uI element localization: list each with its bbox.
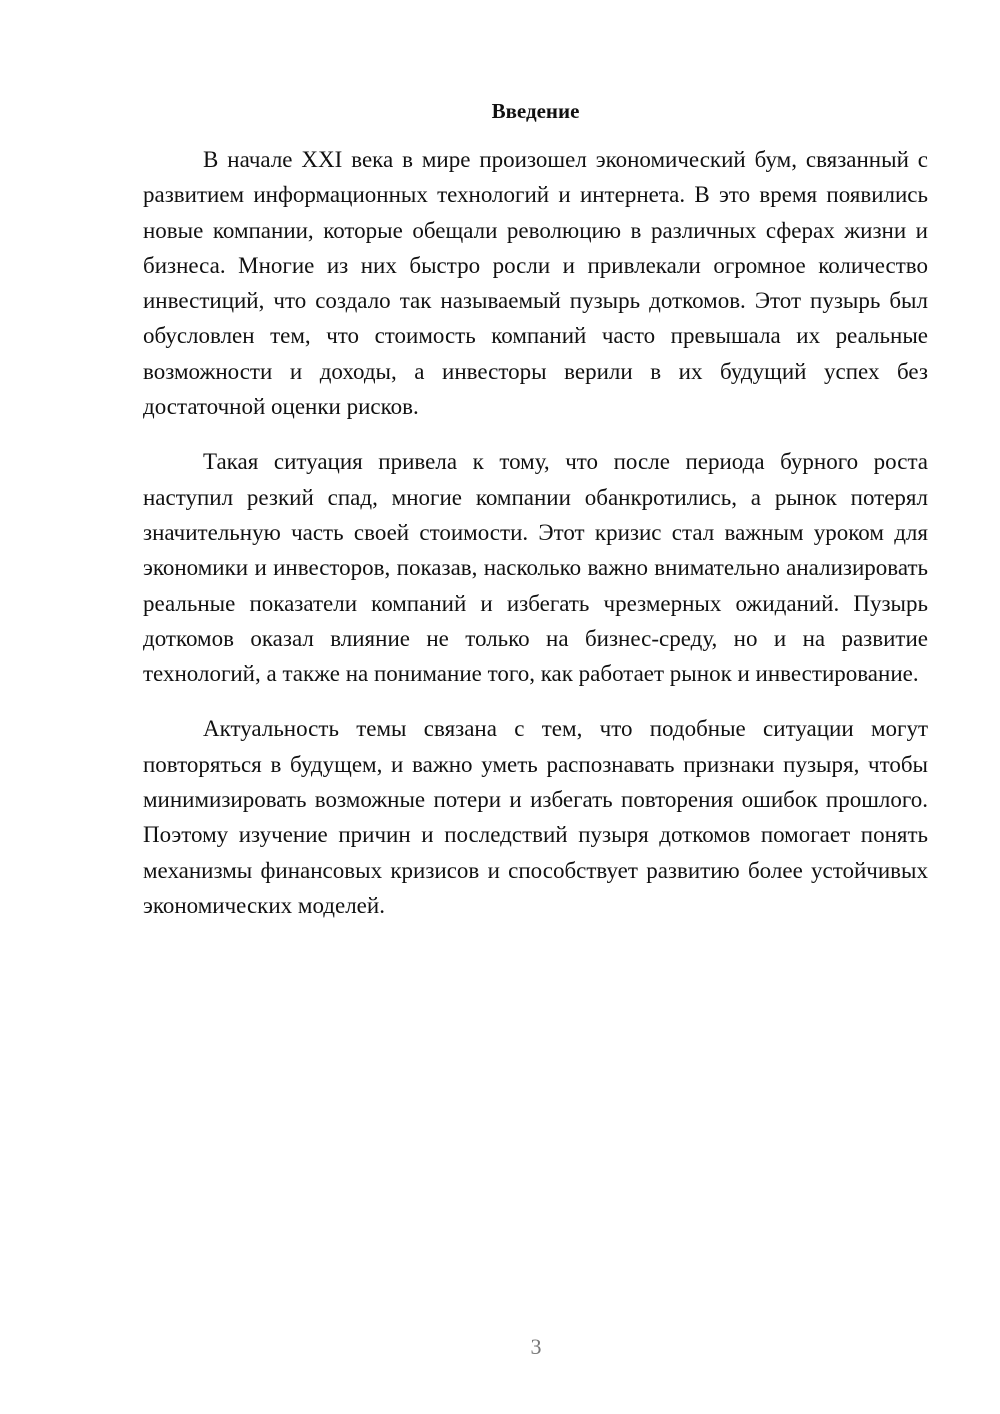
paragraph-1: В начале XXI века в мире произошел экономический бум, связанный с развитием информационных технологий и интернета. В это время появились новые компании, которые обещали революцию в различных сферах жизни и бизнеса. Многие из них быстро росли и привлекали огромное количество инвестиций, что создало так называемый пузырь доткомов. Этот пузырь был обусловлен тем, что стоимость компаний часто превышала их реальные возможности и доходы, а инвесторы верили в их будущий успех без достаточной оценки рисков. <box>143 147 928 420</box>
section-heading: Введение <box>491 99 580 123</box>
paragraph-3: Актуальность темы связана с тем, что подобные ситуации могут повторяться в будущем, и важно уметь распознавать признаки пузыря, чтобы минимизировать возможные потери и избегать повторения ошибок прошлого. Поэтому изучение причин и последствий пузыря доткомов помогает понять механизмы финансовых кризисов и способствует развитию более устойчивых экономических моделей. <box>143 716 928 918</box>
paragraph-2: Такая ситуация привела к тому, что после периода бурного роста наступил резкий спад, многие компании обанкротились, а рынок потерял значительную часть своей стоимости. Этот кризис стал важным уроком для экономики и инвесторов, показав, насколько важно внимательно анализировать реальные показатели компаний и избегать чрезмерных ожиданий. Пузырь доткомов оказал влияние не только на бизнес-среду, но и на развитие технологий, а также на понимание того, как работает рынок и инвестирование. <box>143 449 928 687</box>
body-text <box>143 142 928 943</box>
page-number: 3 <box>530 1334 542 1359</box>
